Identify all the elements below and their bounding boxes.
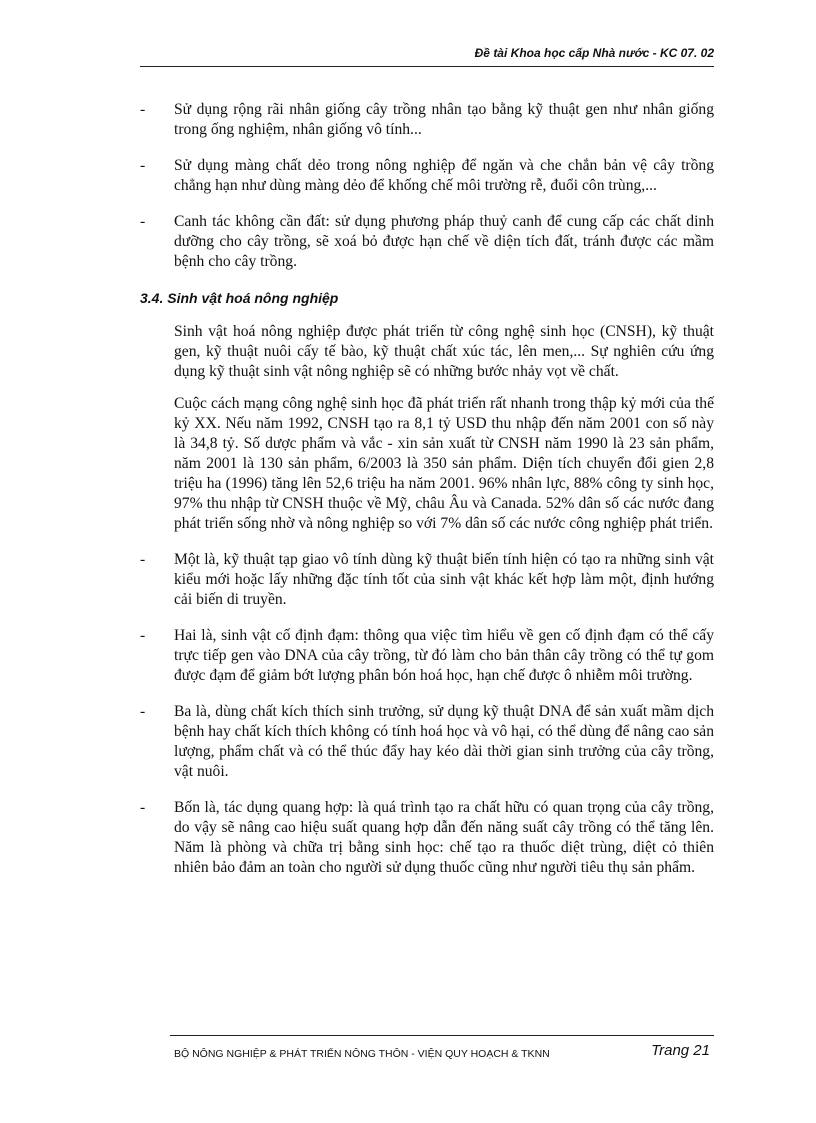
bullet-dash: - — [140, 101, 146, 118]
page-number: Trang 21 — [651, 1042, 710, 1059]
bullet-text: Một là, kỹ thuật tạp giao vô tính dùng kỹ thuật biến tính hiện có tạo ra những sinh vật kiểu mới hoặc lấy những đặc tính tốt của sinh vật khác kết hợp làm một, định hướng cải biến di truyền. — [174, 551, 714, 608]
bullet-item — [140, 156, 714, 196]
page-footer — [170, 1035, 714, 1066]
bullet-text: Bốn là, tác dụng quang hợp: là quá trình tạo ra chất hữu có quan trọng của cây trồng, do vậy sẽ nâng cao hiệu suất quang hợp dẫn đến năng suất cây trồng có thể tăng lên. Năm là phòng và chữa trị bằng sinh học: chế tạo ra thuốc diệt trùng, diệt cỏ thiên nhiên bảo đảm an toàn cho người sử dụng thuốc cũng như người tiêu thụ sản phẩm. — [174, 799, 714, 876]
footer-organization: BỘ NÔNG NGHIỆP & PHÁT TRIỂN NÔNG THÔN - VIỆN QUY HOẠCH & TKNN — [174, 1048, 550, 1060]
header-title: Đề tài Khoa học cấp Nhà nước - KC 07. 02 — [474, 46, 714, 60]
bullet-dash: - — [140, 213, 146, 230]
bullet-dash: - — [140, 703, 146, 720]
bullet-item — [140, 626, 714, 686]
bullet-text: Canh tác không cần đất: sử dụng phương pháp thuỷ canh để cung cấp các chất dinh dưỡng cho cây trồng, sẽ xoá bỏ được hạn chế về diện tích đất, tránh được các mầm bệnh cho cây trồng. — [174, 213, 714, 270]
bullet-text: Sử dụng màng chất dẻo trong nông nghiệp để ngăn và che chắn bản vệ cây trồng chẳng hạn như dùng màng dẻo để khống chế môi trường rễ, đuổi côn trùng,... — [174, 157, 714, 194]
bullet-dash: - — [140, 157, 146, 174]
bullet-dash: - — [140, 799, 146, 816]
page-header — [140, 44, 714, 67]
body-paragraph: Cuộc cách mạng công nghệ sinh học đã phát triển rất nhanh trong thập kỷ mới của thế kỷ XX. Nếu năm 1992, CNSH tạo ra 8,1 tỷ USD thu nhập đến năm 2001 con số này là 34,8 tỷ. Số dược phẩm và vắc - xin sản xuất từ CNSH năm 1990 là 23 sản phẩm, năm 2001 là 130 sản phẩm, 6/2003 là 350 sản phẩm. Diện tích chuyển đổi gien 2,8 triệu ha (1996) tăng lên 52,6 triệu ha năm 2001. 96% nhân lực, 88% công ty sinh học, 97% thu nhập từ CNSH thuộc về Mỹ, châu Âu và Canada. 52% dân số các nước đang phát triển sống nhờ và nông nghiệp so với 7% dân số các nước công nghiệp phát triển. — [174, 395, 714, 532]
bullet-text: Hai là, sinh vật cố định đạm: thông qua việc tìm hiểu về gen cố định đạm có thể cấy trực tiếp gen vào DNA của cây trồng, từ đó làm cho bản thân cây trồng có thể tự gom được đạm để giảm bớt lượng phân bón hoá học, hạn chế được ô nhiễm môi trường. — [174, 627, 714, 684]
bullet-item — [140, 100, 714, 140]
bullet-dash: - — [140, 551, 146, 568]
bullet-item — [140, 798, 714, 878]
bullet-item — [140, 702, 714, 782]
body-paragraph: Sinh vật hoá nông nghiệp được phát triển từ công nghệ sinh học (CNSH), kỹ thuật gen, kỹ thuật nuôi cấy tế bào, kỹ thuật chất xúc tác, lên men,... Sự nghiên cứu ứng dụng kỹ thuật sinh vật nông nghiệp sẽ có những bước nhảy vọt về chất. — [174, 323, 714, 380]
page-content — [140, 100, 714, 894]
bullet-dash: - — [140, 627, 146, 644]
bullet-text: Ba là, dùng chất kích thích sinh trưởng, sử dụng kỹ thuật DNA để sản xuất mầm dịch bệnh hay chất kích thích không có tính hoá học và vô hại, có thể dùng để nâng cao sản lượng, phẩm chất và có thể thúc đẩy hay kéo dài thời gian sinh trưởng của cây trồng, vật nuôi. — [174, 703, 714, 780]
bullet-item — [140, 550, 714, 610]
section-heading: 3.4. Sinh vật hoá nông nghiệp — [140, 290, 339, 306]
bullet-text: Sử dụng rộng rãi nhân giống cây trồng nhân tạo bằng kỹ thuật gen như nhân giống trong ống nghiệm, nhân giống vô tính... — [174, 101, 714, 138]
bullet-item — [140, 212, 714, 272]
